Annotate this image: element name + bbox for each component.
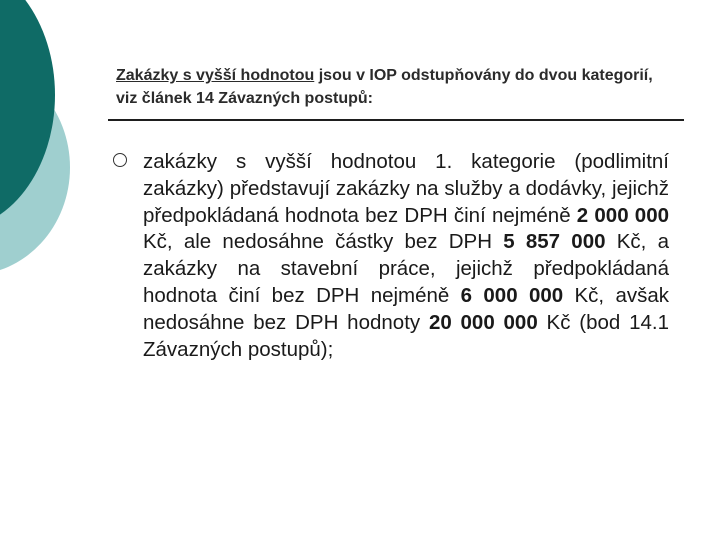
slide-decoration [0, 0, 120, 300]
heading-rest-text: jsou v IOP odstupňovány do dvou kategorií, viz článek 14 Závazných postupů: [116, 67, 653, 107]
bullet-text-part-3: Kč, a zakázky na stavební práce, jejichž předpokládaná hodnota činí bez DPH nejméně [143, 230, 669, 307]
amount-20000000: 20 000 000 [428, 310, 538, 334]
bullet-text-part-2: Kč, ale nedosáhne částky bez DPH [143, 230, 504, 254]
hollow-circle-bullet-icon [113, 153, 127, 167]
heading-divider [108, 119, 684, 121]
bullet-text-part-1: zakázky s vyšší hodnotou 1. kategorie (podlimitní zakázky) představují zakázky na služby a dodávky, jejichž předpokládaná hodnota bez DPH činí nejméně [143, 150, 669, 227]
amount-6000000: 6 000 000 [460, 283, 564, 307]
amount-2000000: 2 000 000 [576, 203, 669, 227]
bullet-text-part-4: Kč, avšak nedosáhne bez DPH hodnoty [143, 283, 670, 334]
heading-underlined-text: Zakázky s vyšší hodnotou [116, 67, 315, 84]
bullet-item-text [143, 149, 669, 363]
slide-heading [116, 64, 676, 110]
amount-5857000: 5 857 000 [503, 230, 606, 254]
bullet-text-part-5: Kč (bod 14.1 Závazných postupů); [143, 310, 669, 361]
